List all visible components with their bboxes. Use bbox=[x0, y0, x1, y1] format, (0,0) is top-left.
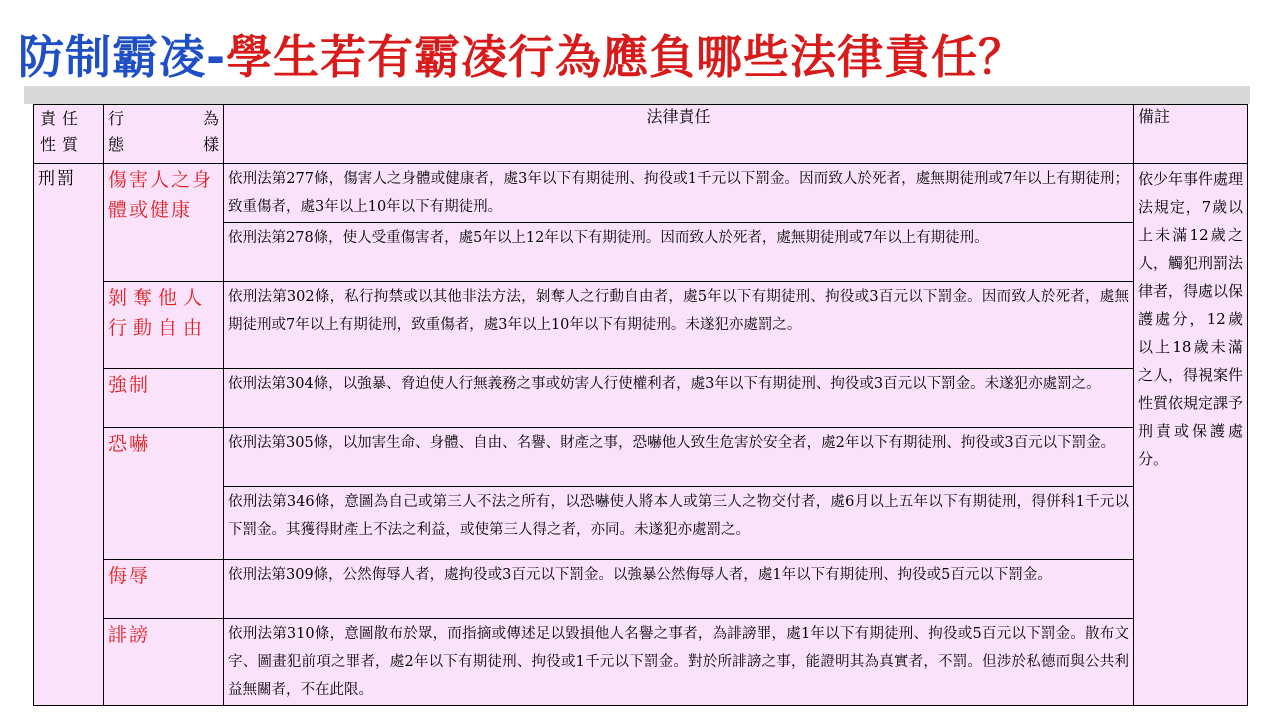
law-article-346: 依刑法第346條，意圖為自己或第三人不法之所有，以恐嚇使人將本人或第三人之物交付者，處6月以上五年以下有期徒刑，得併科1千元以下罰金。其獲得財產上不法之利益，或使第三人得之者，亦同。未遂犯亦處罰之。 bbox=[224, 487, 1134, 560]
header-behavior-line2: 態樣 bbox=[108, 135, 219, 154]
note-cell: 依少年事件處理法規定，7歲以上未滿12歲之人，觸犯刑罰法律者，得處以保護處分，12歲以上18歲未滿之人，得視案件性質依規定課予刑責或保護處分。 bbox=[1134, 164, 1248, 706]
law-article-302: 依刑法第302條，私行拘禁或以其他非法方法，剝奪人之行動自由者，處5年以下有期徒刑、拘役或3百元以下罰金。因而致人於死者，處無期徒刑或7年以上有期徒刑，致重傷者，處3年以上10年以下有期徒刑。未遂犯亦處罰之。 bbox=[224, 282, 1134, 369]
behavior-coercion: 強制 bbox=[104, 369, 224, 428]
header-type-line1: 責任 bbox=[40, 109, 85, 128]
table-row bbox=[34, 282, 1248, 369]
title-prefix: 防制霸凌- bbox=[18, 30, 227, 84]
law-article-278: 依刑法第278條，使人受重傷害者，處5年以上12年以下有期徒刑。因而致人於死者，處無期徒刑或7年以上有期徒刑。 bbox=[224, 223, 1134, 282]
header-liability-type bbox=[34, 105, 104, 164]
table-row bbox=[34, 428, 1248, 487]
page-title bbox=[18, 22, 1025, 92]
header-behavior-type bbox=[104, 105, 224, 164]
header-type-line2: 性質 bbox=[40, 135, 85, 154]
behavior-intimidation: 恐嚇 bbox=[104, 428, 224, 560]
table-row bbox=[34, 164, 1248, 223]
title-main: 學生若有霸凌行為應負哪些法律責任？ bbox=[226, 30, 1026, 84]
table-row bbox=[34, 369, 1248, 428]
law-article-305: 依刑法第305條，以加害生命、身體、自由、名譽、財產之事，恐嚇他人致生危害於安全者，處2年以下有期徒刑、拘役或3百元以下罰金。 bbox=[224, 428, 1134, 487]
table-header-row bbox=[34, 105, 1248, 164]
header-legal-liability: 法律責任 bbox=[224, 105, 1134, 164]
behavior-deprivation-of-liberty: 剝奪他人行動自由 bbox=[104, 282, 224, 369]
behavior-insult: 侮辱 bbox=[104, 560, 224, 619]
header-behavior-line1: 行為 bbox=[108, 109, 219, 128]
behavior-defamation: 誹謗 bbox=[104, 619, 224, 706]
law-article-277: 依刑法第277條，傷害人之身體或健康者，處3年以下有期徒刑、拘役或1千元以下罰金。因而致人於死者，處無期徒刑或7年以上有期徒刑；致重傷者，處3年以上10年以下有期徒刑。 bbox=[224, 164, 1134, 223]
liability-type-cell: 刑罰 bbox=[34, 164, 104, 706]
table-row bbox=[34, 619, 1248, 706]
header-note: 備註 bbox=[1134, 105, 1248, 164]
header-divider bbox=[24, 86, 1250, 104]
law-article-304: 依刑法第304條，以強暴、脅迫使人行無義務之事或妨害人行使權利者，處3年以下有期徒刑、拘役或3百元以下罰金。未遂犯亦處罰之。 bbox=[224, 369, 1134, 428]
legal-liability-table bbox=[33, 104, 1248, 706]
table-row bbox=[34, 560, 1248, 619]
law-article-310: 依刑法第310條，意圖散布於眾，而指摘或傳述足以毀損他人名譽之事者，為誹謗罪，處1年以下有期徒刑、拘役或5百元以下罰金。散布文字、圖畫犯前項之罪者，處2年以下有期徒刑、拘役或1千元以下罰金。對於所誹謗之事，能證明其為真實者，不罰。但涉於私德而與公共利益無關者，不在此限。 bbox=[224, 619, 1134, 706]
behavior-injury: 傷害人之身體或健康 bbox=[104, 164, 224, 282]
law-article-309: 依刑法第309條，公然侮辱人者，處拘役或3百元以下罰金。以強暴公然侮辱人者，處1年以下有期徒刑、拘役或5百元以下罰金。 bbox=[224, 560, 1134, 619]
